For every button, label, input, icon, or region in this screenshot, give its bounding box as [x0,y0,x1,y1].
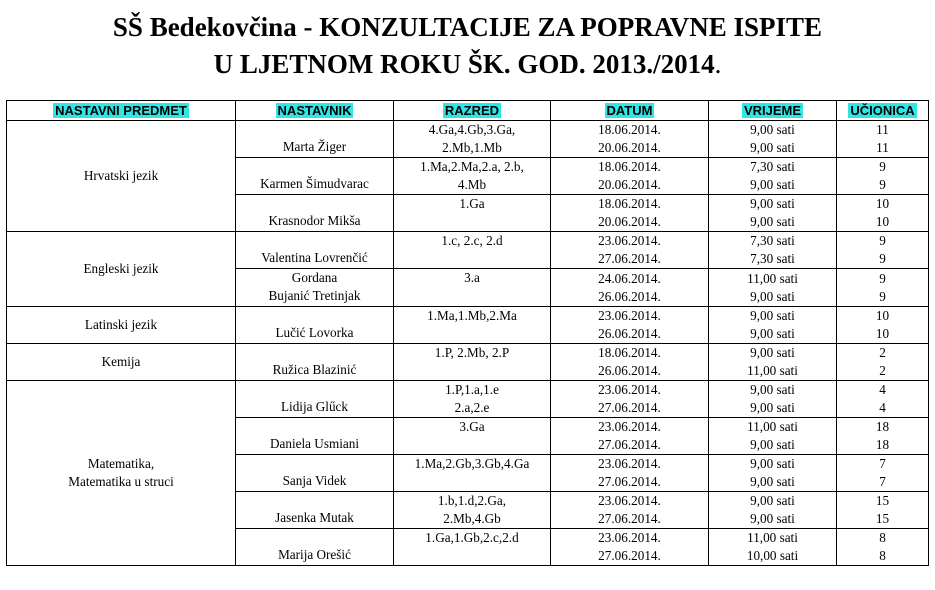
table-row [7,344,929,381]
teacher-cell [236,529,394,566]
ucionica-cell-line: 7 [879,474,886,489]
razred-cell-line: 1.Ma,2.Ma,2.a, 2.b, [420,159,524,174]
ucionica-cell-line: 9 [879,159,886,174]
ucionica-cell [837,195,929,232]
header-nastavnik-label: NASTAVNIK [277,103,352,118]
teacher-cell-line: Ružica Blazinić [272,362,357,377]
datum-cell [551,455,709,492]
datum-cell-line: 27.06.2014. [598,474,661,489]
razred-cell-line: 2.Mb,1.Mb [442,140,502,155]
ucionica-cell [837,121,929,158]
razred-cell [394,381,551,418]
datum-cell-line: 23.06.2014. [598,456,661,471]
razred-cell-line: 2.a,2.e [454,400,490,415]
teacher-cell [236,307,394,344]
subject-cell-line: Kemija [101,354,141,369]
datum-cell-line: 27.06.2014. [598,251,661,266]
table-body [7,121,929,566]
vrijeme-cell-line: 9,00 sati [750,122,795,137]
subject-cell-line: Matematika, [87,456,155,471]
teacher-cell [236,121,394,158]
subject-cell-line: Latinski jezik [84,317,158,332]
teacher-cell [236,381,394,418]
vrijeme-cell [709,344,837,381]
subject-cell-line: Matematika u struci [68,474,174,489]
vrijeme-cell [709,418,837,455]
razred-cell [394,121,551,158]
vrijeme-cell-line: 9,00 sati [750,345,795,360]
ucionica-cell [837,158,929,195]
page-title-line-2-text: U LJETNOM ROKU ŠK. GOD. 2013./2014 [213,49,715,79]
datum-cell-line: 18.06.2014. [598,196,661,211]
table-row [7,307,929,344]
table-row [7,121,929,158]
teacher-cell [236,492,394,529]
vrijeme-cell-line: 9,00 sati [750,400,795,415]
datum-cell-line: 26.06.2014. [598,288,661,304]
ucionica-cell-line: 15 [875,493,890,508]
page-title-line-1: SŠ Bedekovčina - KONZULTACIJE ZA POPRAVNE ISPITE [112,12,823,42]
razred-cell [394,492,551,529]
razred-cell-line: 1.Ma,2.Gb,3.Gb,4.Ga [414,456,530,471]
subject-cell [7,232,236,307]
teacher-cell-line: Lidija Glűck [280,399,349,414]
teacher-cell [236,344,394,381]
datum-cell-line: 26.06.2014. [598,363,661,378]
vrijeme-cell-line: 9,00 sati [750,140,795,155]
datum-cell-line: 23.06.2014. [598,419,661,434]
vrijeme-cell-line: 9,00 sati [750,511,795,526]
teacher-cell-line: Marija Orešić [278,547,351,562]
header-ucionica-label: UČIONICA [850,103,915,118]
ucionica-cell-line: 18 [875,437,890,452]
razred-cell-line: 2.Mb,4.Gb [443,511,501,526]
datum-cell-line: 23.06.2014. [598,382,661,397]
ucionica-cell [837,492,929,529]
teacher-cell-line: Lučić Lovorka [275,325,354,340]
ucionica-cell-line: 9 [879,288,886,304]
header-predmet-label: NASTAVNI PREDMET [55,103,187,118]
razred-cell [394,344,551,381]
ucionica-cell-line: 9 [879,177,886,192]
datum-cell [551,381,709,418]
header-vrijeme-label: VRIJEME [743,103,802,118]
ucionica-cell [837,344,929,381]
ucionica-cell-line: 10 [875,308,890,323]
header-datum-label: DATUM [606,103,653,118]
table-row [7,381,929,418]
vrijeme-cell-line: 10,00 sati [746,548,799,563]
teacher-cell-line: Marta Žiger [282,139,347,154]
vrijeme-cell-line: 11,00 sati [747,363,798,378]
vrijeme-cell [709,492,837,529]
razred-cell-line: 1.Ma,1.Mb,2.Ma [427,308,517,323]
ucionica-cell-line: 2 [879,345,886,360]
teacher-cell-line: Sanja Videk [282,473,347,488]
razred-cell-line: 1.P, 2.Mb, 2.P [434,345,510,360]
teacher-cell [236,418,394,455]
vrijeme-cell-line: 9,00 sati [750,177,795,192]
teacher-cell [236,269,394,307]
razred-cell [394,269,551,307]
ucionica-cell [837,307,929,344]
teacher-cell-line: Karmen Šimudvarac [260,176,369,191]
ucionica-cell-line: 9 [879,233,886,248]
vrijeme-cell-line: 9,00 sati [750,308,795,323]
teacher-cell [236,232,394,269]
razred-cell-line: 1.P,1.a,1.e [445,382,499,397]
page-title-line-2-period: . [714,49,722,79]
ucionica-cell-line: 10 [875,326,890,341]
vrijeme-cell-line: 11,00 sati [747,530,798,545]
datum-cell-line: 27.06.2014. [598,511,661,526]
datum-cell-line: 18.06.2014. [598,159,661,174]
ucionica-cell-line: 2 [879,363,886,378]
vrijeme-cell-line: 7,30 sati [750,251,795,266]
ucionica-cell [837,529,929,566]
vrijeme-cell-line: 11,00 sati [747,419,798,434]
table-row [7,232,929,269]
ucionica-cell-line: 9 [879,251,886,266]
header-vrijeme [709,101,837,121]
vrijeme-cell-line: 9,00 sati [750,326,795,341]
subject-cell-line: Engleski jezik [83,261,159,276]
header-razred [394,101,551,121]
vrijeme-cell [709,121,837,158]
datum-cell-line: 23.06.2014. [598,530,661,545]
vrijeme-cell [709,381,837,418]
datum-cell-line: 27.06.2014. [598,548,661,563]
razred-cell [394,195,551,232]
datum-cell-line: 18.06.2014. [598,122,661,137]
vrijeme-cell-line: 11,00 sati [747,270,798,286]
teacher-cell-line: Valentina Lovrenčić [261,250,368,265]
vrijeme-cell-line: 9,00 sati [750,437,795,452]
razred-cell [394,232,551,269]
vrijeme-cell [709,269,837,307]
razred-cell-line: 3.a [464,270,480,285]
datum-cell-line: 18.06.2014. [598,345,661,360]
datum-cell [551,158,709,195]
teacher-cell [236,195,394,232]
ucionica-cell-line: 8 [879,530,886,545]
vrijeme-cell [709,158,837,195]
subject-cell [7,307,236,344]
razred-cell-line: 1.Ga [459,196,485,211]
razred-cell [394,529,551,566]
ucionica-cell-line: 18 [875,419,890,434]
page-title-line-2 [0,47,935,81]
vrijeme-cell-line: 9,00 sati [750,382,795,397]
vrijeme-cell-line: 9,00 sati [750,196,795,211]
header-razred-label: RAZRED [444,103,500,118]
ucionica-cell-line: 11 [876,122,889,137]
vrijeme-cell-line: 9,00 sati [750,474,795,489]
teacher-cell-line: Jasenka Mutak [275,510,354,525]
consultation-schedule-table [6,100,929,566]
datum-cell [551,529,709,566]
teacher-cell-line: Krasnodor Mikša [268,213,361,228]
datum-cell [551,418,709,455]
ucionica-cell [837,269,929,307]
datum-cell [551,195,709,232]
header-predmet [7,101,236,121]
datum-cell-line: 27.06.2014. [598,437,661,452]
teacher-cell-line: Gordana [291,270,338,285]
datum-cell [551,232,709,269]
razred-cell-line: 4.Mb [457,177,487,192]
datum-cell [551,121,709,158]
header-datum [551,101,709,121]
ucionica-cell-line: 4 [879,382,886,397]
razred-cell-line: 1.c, 2.c, 2.d [441,233,503,248]
vrijeme-cell-line: 7,30 sati [750,159,795,174]
vrijeme-cell [709,307,837,344]
teacher-cell [236,158,394,195]
vrijeme-cell [709,195,837,232]
teacher-cell-line: Bujanić Tretinjak [268,288,361,303]
datum-cell-line: 23.06.2014. [598,308,661,323]
vrijeme-cell-line: 9,00 sati [750,214,795,229]
ucionica-cell [837,232,929,269]
razred-cell-line: 4.Ga,4.Gb,3.Ga, [428,122,516,137]
ucionica-cell [837,418,929,455]
ucionica-cell-line: 15 [875,511,890,526]
razred-cell [394,455,551,492]
datum-cell [551,492,709,529]
datum-cell [551,344,709,381]
vrijeme-cell [709,455,837,492]
razred-cell [394,307,551,344]
subject-cell [7,121,236,232]
vrijeme-cell-line: 9,00 sati [750,288,795,304]
teacher-cell-line: Daniela Usmiani [270,436,359,451]
datum-cell-line: 20.06.2014. [598,214,661,229]
datum-cell [551,269,709,307]
ucionica-cell [837,455,929,492]
ucionica-cell-line: 10 [875,196,890,211]
subject-cell-line: Hrvatski jezik [83,168,159,183]
datum-cell-line: 20.06.2014. [598,140,661,155]
datum-cell [551,307,709,344]
vrijeme-cell-line: 9,00 sati [750,456,795,471]
datum-cell-line: 23.06.2014. [598,493,661,508]
teacher-cell [236,455,394,492]
header-ucionica [837,101,929,121]
vrijeme-cell [709,232,837,269]
header-row [7,101,929,121]
ucionica-cell-line: 10 [875,214,890,229]
ucionica-cell-line: 4 [879,400,886,415]
vrijeme-cell-line: 9,00 sati [750,493,795,508]
ucionica-cell [837,381,929,418]
table-header [7,101,929,121]
header-nastavnik [236,101,394,121]
ucionica-cell-line: 8 [879,548,886,563]
subject-cell [7,381,236,566]
datum-cell-line: 24.06.2014. [598,270,661,286]
datum-cell-line: 23.06.2014. [598,233,661,248]
razred-cell-line: 3.Ga [459,419,485,434]
datum-cell-line: 26.06.2014. [598,326,661,341]
vrijeme-cell-line: 7,30 sati [750,233,795,248]
datum-cell-line: 27.06.2014. [598,400,661,415]
razred-cell-line: 1.Ga,1.Gb,2.c,2.d [425,530,519,545]
vrijeme-cell [709,529,837,566]
ucionica-cell-line: 7 [879,456,886,471]
ucionica-cell-line: 9 [879,270,886,286]
razred-cell [394,418,551,455]
razred-cell-line: 1.b,1.d,2.Ga, [437,493,507,508]
datum-cell-line: 20.06.2014. [598,177,661,192]
razred-cell [394,158,551,195]
ucionica-cell-line: 11 [876,140,889,155]
subject-cell [7,344,236,381]
